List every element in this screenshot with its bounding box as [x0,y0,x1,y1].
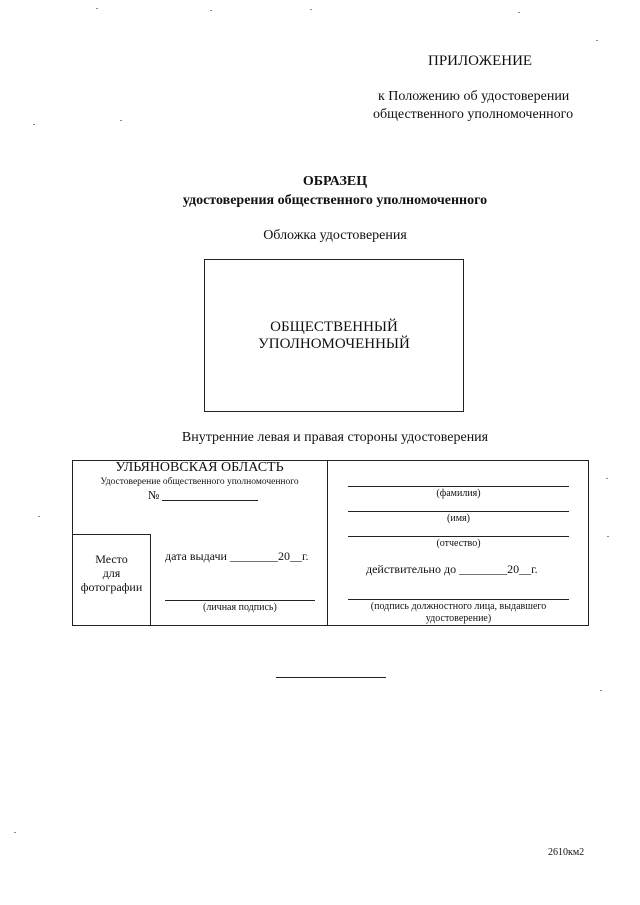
photo-label-line-1: Место [95,552,128,566]
scan-speck [14,832,16,833]
name-line [348,511,569,512]
official-caption-line-1: (подпись должностного лица, выдавшего [370,601,547,612]
signature-line [165,600,315,601]
official-caption-line-2: удостоверение) [425,613,492,624]
scan-speck [518,12,520,13]
end-separator [276,677,386,678]
scan-speck [38,516,40,517]
number-line [162,500,258,501]
photo-label-line-2: для [102,566,121,580]
scan-speck [120,120,122,121]
document-name: Удостоверение общественного уполномоченного [100,477,299,487]
inner-sides-caption: Внутренние левая и правая стороны удостоверения [181,430,489,445]
appendix-reference-line-2: общественного уполномоченного [373,107,574,122]
photo-label-line-3: фотографии [80,580,143,594]
valid-until-field: действительно до ________20__г. [366,562,538,576]
appendix-reference-line-1: к Положению об удостоверении [378,89,570,104]
scan-speck [600,690,602,691]
cover-caption: Обложка удостоверения [263,228,407,243]
surname-line [348,486,569,487]
cover-title-line-2: УПОЛНОМОЧЕННЫЙ [258,336,410,352]
document-subtitle: удостоверения общественного уполномоченного [182,193,488,208]
document-code: 2610км2 [548,847,585,858]
cover-title-line-1: ОБЩЕСТВЕННЫЙ [270,319,398,335]
region-name: УЛЬЯНОВСКАЯ ОБЛАСТЬ [115,460,284,475]
number-prefix: № [148,488,160,502]
scan-speck [310,9,312,10]
official-signature-line [348,599,569,600]
appendix-label: ПРИЛОЖЕНИЕ [428,53,533,69]
patronymic-line [348,536,569,537]
patronymic-caption: (отчество) [436,538,481,549]
surname-caption: (фамилия) [436,488,481,499]
scan-speck [606,478,608,479]
scan-speck [210,10,212,11]
scan-speck [596,40,598,41]
signature-caption: (личная подпись) [203,602,277,613]
issue-date-field: дата выдачи ________20__г. [165,549,309,563]
scan-speck [607,536,609,537]
page-divider [327,460,328,626]
scan-speck [96,8,98,9]
document-title: ОБРАЗЕЦ [302,174,368,189]
scan-speck [33,124,35,125]
name-caption: (имя) [447,513,470,524]
